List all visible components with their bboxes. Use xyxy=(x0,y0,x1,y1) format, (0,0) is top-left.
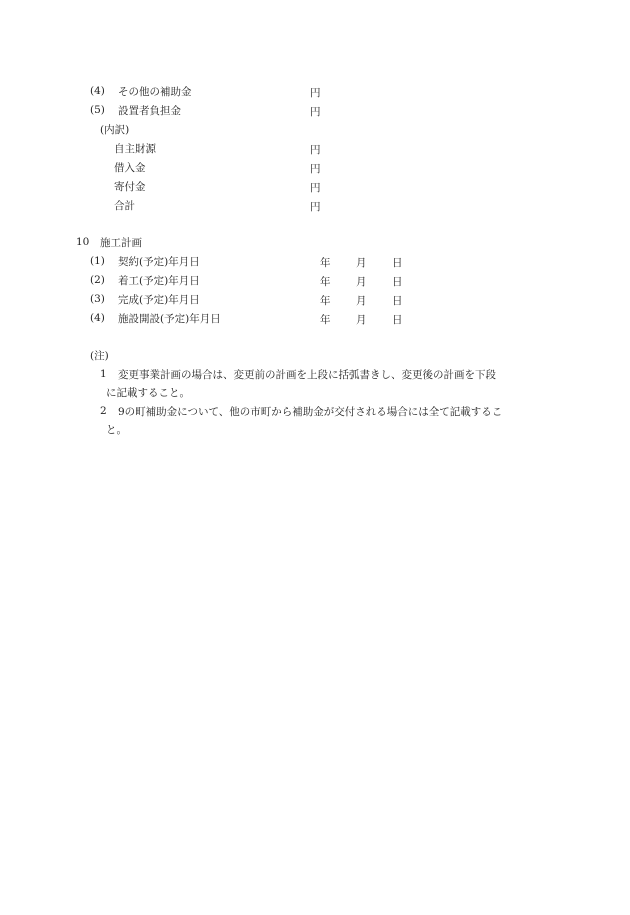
day-unit: 日 xyxy=(392,276,403,288)
breakdown-item: 寄付金 xyxy=(114,181,146,193)
row-number: (4) xyxy=(90,85,105,97)
yen-unit: 円 xyxy=(310,144,321,156)
section-number: 10 xyxy=(76,236,90,248)
year-unit: 年 xyxy=(320,314,331,326)
note-text: 9の町補助金について、他の市町から補助金が交付される場合には全て記載するこ xyxy=(118,406,503,418)
row-label: 契約(予定)年月日 xyxy=(118,256,200,268)
note-number: 1 xyxy=(100,368,107,380)
yen-unit: 円 xyxy=(310,87,321,99)
breakdown-item: 自主財源 xyxy=(114,143,156,155)
row-number: (3) xyxy=(90,293,105,305)
row-label: 完成(予定)年月日 xyxy=(118,294,200,306)
day-unit: 日 xyxy=(392,257,403,269)
row-label: 着工(予定)年月日 xyxy=(118,275,200,287)
note-text: 変更事業計画の場合は、変更前の計画を上段に括弧書きし、変更後の計画を下段 xyxy=(118,369,496,381)
section-heading: 施工計画 xyxy=(100,237,142,249)
breakdown-item: 借入金 xyxy=(114,162,146,174)
row-label: その他の補助金 xyxy=(118,86,192,98)
yen-unit: 円 xyxy=(310,106,321,118)
row-number: (5) xyxy=(90,104,105,116)
row-label: 施設開設(予定)年月日 xyxy=(118,313,221,325)
yen-unit: 円 xyxy=(310,182,321,194)
yen-unit: 円 xyxy=(310,201,321,213)
row-label: 設置者負担金 xyxy=(118,105,181,117)
breakdown-label: (内訳) xyxy=(100,124,130,136)
yen-unit: 円 xyxy=(310,163,321,175)
year-unit: 年 xyxy=(320,276,331,288)
month-unit: 月 xyxy=(356,257,367,269)
note-number: 2 xyxy=(100,405,107,417)
year-unit: 年 xyxy=(320,257,331,269)
breakdown-item: 合計 xyxy=(114,200,135,212)
notes-label: (注) xyxy=(90,350,109,362)
row-number: (4) xyxy=(90,312,105,324)
row-number: (2) xyxy=(90,274,105,286)
month-unit: 月 xyxy=(356,314,367,326)
month-unit: 月 xyxy=(356,276,367,288)
month-unit: 月 xyxy=(356,295,367,307)
year-unit: 年 xyxy=(320,295,331,307)
note-text-continued: と。 xyxy=(106,424,127,436)
note-text-continued: に記載すること。 xyxy=(106,387,190,399)
day-unit: 日 xyxy=(392,314,403,326)
row-number: (1) xyxy=(90,255,105,267)
day-unit: 日 xyxy=(392,295,403,307)
